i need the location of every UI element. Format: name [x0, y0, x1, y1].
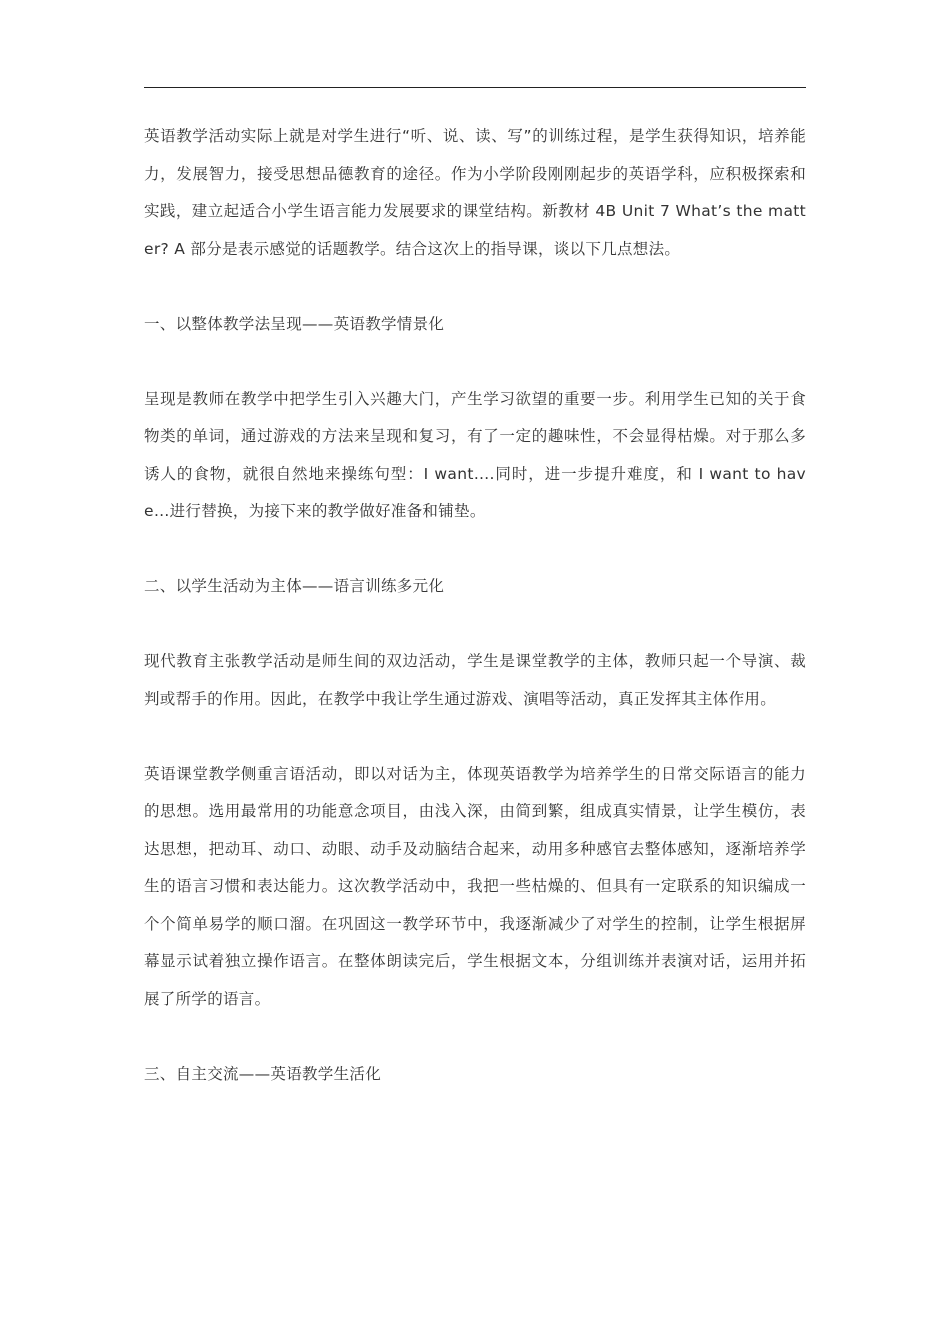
section-3-heading: 三、自主交流——英语教学生活化	[144, 1064, 382, 1083]
section-2-paragraph-1: 现代教育主张教学活动是师生间的双边活动，学生是课堂教学的主体，教师只起一个导演、裁判或帮手的作用。因此，在教学中我让学生通过游戏、演唱等活动，真正发挥其主体作用。	[144, 652, 806, 708]
section-2-paragraph-2: 英语课堂教学侧重言语活动，即以对话为主，体现英语教学为培养学生的日常交际语言的能力的思想。选用最常用的功能意念项目，由浅入深，由简到繁，组成真实情景，让学生模仿，表达思想，把动耳、动口、动眼、动手及动脑结合起来，动用多种感官去整体感知，逐渐培养学生的语言习惯和表达能力。这次教学活动中，我把一些枯燥的、但具有一定联系的知识编成一个个简单易学的顺口溜。在巩固这一教学环节中，我逐渐减少了对学生的控制，让学生根据屏幕显示试着独立操作语言。在整体朗读完后，学生根据文本，分组训练并表演对话，运用并拓展了所学的语言。	[144, 764, 806, 1008]
document-body	[144, 118, 806, 1093]
section-1-heading: 一、以整体教学法呈现——英语教学情景化	[144, 314, 445, 333]
header-rule	[144, 87, 806, 88]
section-2-heading: 二、以学生活动为主体——语言训练多元化	[144, 577, 445, 595]
section-1-paragraph: 呈现是教师在教学中把学生引入兴趣大门，产生学习欲望的重要一步。利用学生已知的关于食物类的单词，通过游戏的方法来呈现和复习，有了一定的趣味性，不会显得枯燥。对于那么多诱人的食物，就很自然地来操练句型：I want….同时，进一步提升难度，和 I want to have…进行替换，为接下来的教学做好准备和铺垫。	[144, 389, 806, 520]
intro-paragraph: 英语教学活动实际上就是对学生进行“听、说、读、写”的训练过程，是学生获得知识，培养能力，发展智力，接受思想品德教育的途径。作为小学阶段刚刚起步的英语学科，应积极探索和实践，建立起适合小学生语言能力发展要求的课堂结构。新教材 4B Unit 7 What’s the matter? A 部分是表示感觉的话题教学。结合这次上的指导课，谈以下几点想法。	[144, 127, 806, 258]
